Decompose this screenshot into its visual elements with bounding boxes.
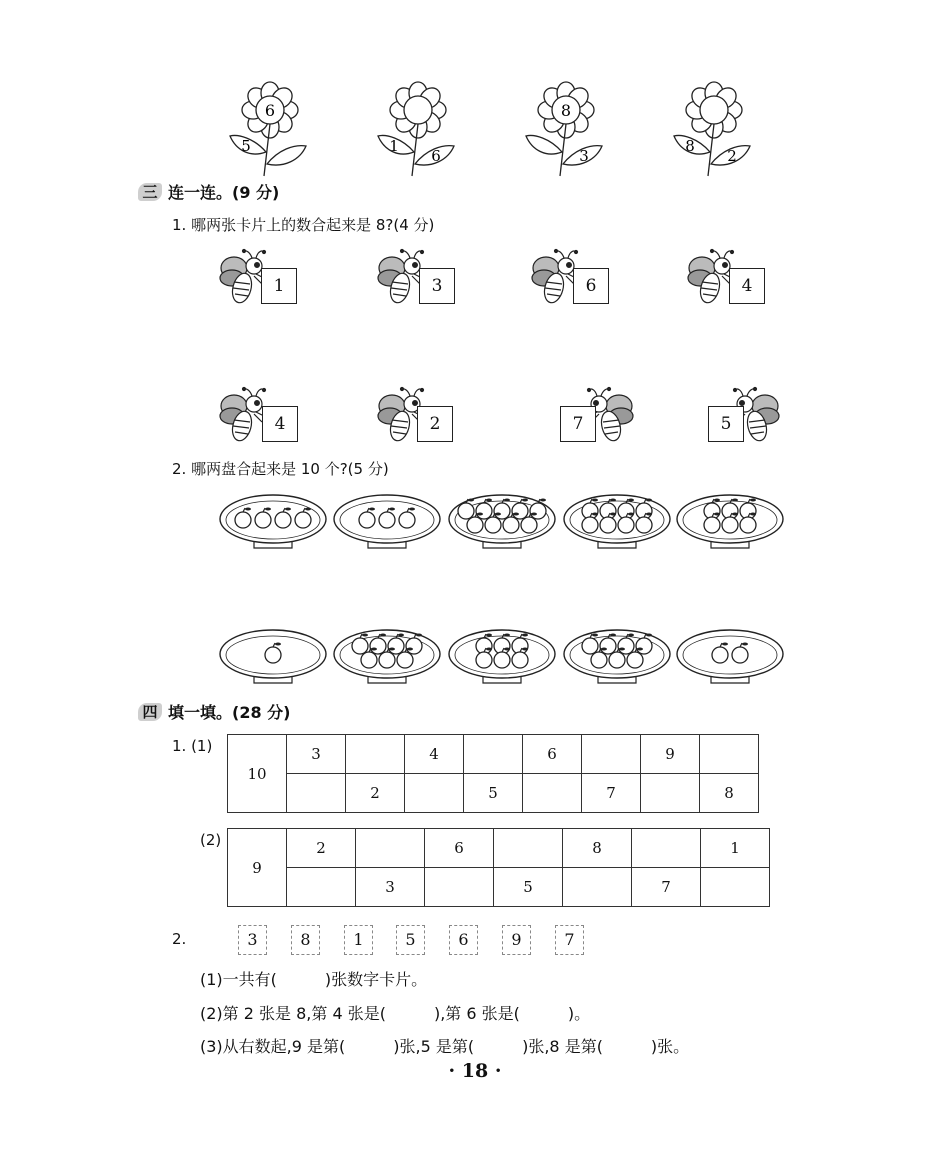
blank-cell[interactable] [700,735,759,774]
bee-card-bottom-1[interactable]: 4 [262,406,298,442]
flower-3 [516,80,616,180]
digit-card-5: 6 [449,925,478,955]
digit-card-1: 3 [238,925,267,955]
question-3-1: 1. 哪两张卡片上的数合起来是 8?(4 分) [172,216,435,234]
plate-top-2[interactable] [332,490,442,552]
part-cell: 5 [494,868,563,907]
part-cell: 8 [700,774,759,813]
part-cell: 6 [523,735,582,774]
bee-card-top-4[interactable]: 4 [729,268,765,304]
flower-right-leaf-number: 3 [579,147,589,165]
plate-bottom-5[interactable] [675,625,785,687]
flower-right-leaf-number: 6 [431,147,441,165]
section-4-badge: 四 [138,703,162,721]
flower-left-leaf-number: 1 [389,137,399,155]
plate-bottom-3[interactable] [447,625,557,687]
section-3-badge: 三 [138,183,162,201]
flower-left-leaf-number: 5 [241,137,251,155]
page-number: · 18 · [448,1060,502,1082]
flower-1 [220,80,320,180]
part-cell: 6 [425,829,494,868]
plate-top-4[interactable] [562,490,672,552]
flower-4 [664,80,764,180]
section-3-title: 连一连。(9 分) [168,183,280,202]
blank-cell[interactable] [701,868,770,907]
part-cell: 7 [632,868,701,907]
flower-2 [368,80,468,180]
total-cell: 10 [228,735,287,813]
digit-card-3: 1 [344,925,373,955]
part-cell: 9 [641,735,700,774]
plate-top-1[interactable] [218,490,328,552]
part-cell: 7 [582,774,641,813]
blank-cell[interactable] [464,735,523,774]
blank-cell[interactable] [287,774,346,813]
bee-card-bottom-2[interactable]: 2 [417,406,453,442]
bee-card-top-1[interactable]: 1 [261,268,297,304]
digit-card-2: 8 [291,925,320,955]
blank-cell[interactable] [405,774,464,813]
digit-card-4: 5 [396,925,425,955]
plate-bottom-4[interactable] [562,625,672,687]
plate-top-3[interactable] [447,490,557,552]
fill-line-2: (2)第 2 张是 8,第 4 张是( ),第 6 张是( )。 [200,1004,591,1023]
number-split-table-2 [227,828,770,907]
blank-cell[interactable] [425,868,494,907]
part-cell: 4 [405,735,464,774]
plate-bottom-2[interactable] [332,625,442,687]
blank-cell[interactable] [641,774,700,813]
flower-right-leaf-number: 2 [727,147,737,165]
question-3-2: 2. 哪两盘合起来是 10 个?(5 分) [172,460,389,478]
plate-bottom-1[interactable] [218,625,328,687]
flower-left-leaf-number: 8 [685,137,695,155]
bee-card-bottom-3[interactable]: 7 [560,406,596,442]
bee-card-top-2[interactable]: 3 [419,268,455,304]
blank-cell[interactable] [356,829,425,868]
part-cell: 1 [701,829,770,868]
section-3-heading [138,180,279,203]
blank-cell[interactable] [287,868,356,907]
blank-cell[interactable] [632,829,701,868]
part-cell: 3 [287,735,346,774]
question-4-1-label: 1. (1) [172,737,213,755]
flower-center-number: 6 [264,101,276,120]
part-cell: 2 [346,774,405,813]
flower-center-number: 8 [560,101,572,120]
section-4-title: 填一填。(28 分) [168,703,291,722]
part-cell: 8 [563,829,632,868]
part-cell: 3 [356,868,425,907]
part-cell: 2 [287,829,356,868]
digit-card-6: 9 [502,925,531,955]
blank-cell[interactable] [494,829,563,868]
part-cell: 5 [464,774,523,813]
fill-line-3: (3)从右数起,9 是第( )张,5 是第( )张,8 是第( )张。 [200,1037,690,1056]
blank-cell[interactable] [523,774,582,813]
question-4-2-label: 2. [172,930,187,948]
fill-line-1: (1)一共有( )张数字卡片。 [200,970,428,989]
blank-cell[interactable] [582,735,641,774]
bee-card-bottom-4[interactable]: 5 [708,406,744,442]
blank-cell[interactable] [563,868,632,907]
question-4-1-2-label: (2) [200,831,222,849]
number-split-table-1 [227,734,759,813]
bee-card-top-3[interactable]: 6 [573,268,609,304]
blank-cell[interactable] [346,735,405,774]
section-4-heading [138,700,290,723]
total-cell: 9 [228,829,287,907]
digit-card-7: 7 [555,925,584,955]
plate-top-5[interactable] [675,490,785,552]
